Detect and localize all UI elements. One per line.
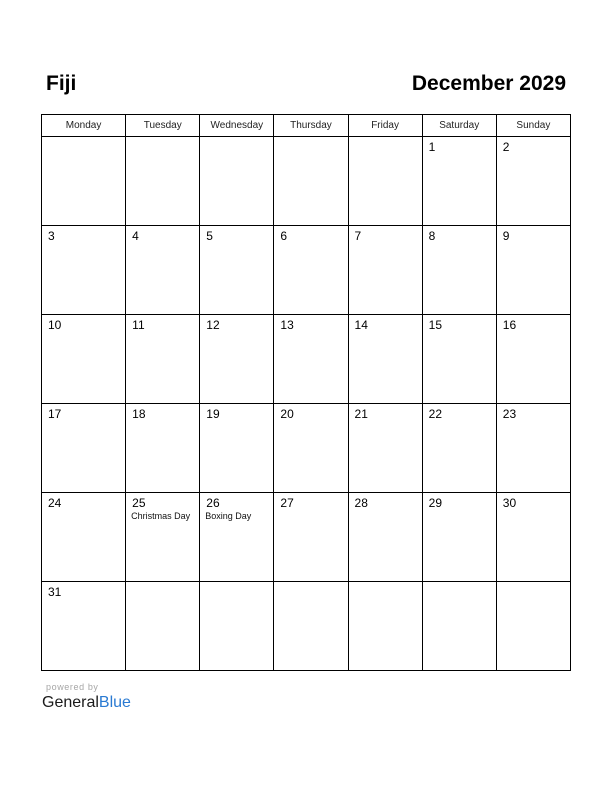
day-number: 9 [502,229,510,243]
day-cell [126,315,200,404]
empty-day-cell [200,582,274,671]
day-cell [42,404,126,493]
day-cell [496,493,570,582]
day-cell [274,404,348,493]
day-cell [126,226,200,315]
day-number: 5 [206,229,213,243]
empty-day-cell [200,137,274,226]
week-row [42,582,571,671]
day-number: 27 [280,496,294,510]
day-cell [274,226,348,315]
day-number: 13 [280,318,294,332]
day-number: 15 [428,318,443,332]
country-title: Fiji [46,72,77,95]
weekday-header-tuesday: Tuesday [126,115,200,137]
day-cell [422,404,496,493]
day-number: 31 [48,585,62,599]
day-cell [422,493,496,582]
empty-day-cell [42,137,126,226]
day-cell [496,226,570,315]
day-number: 7 [354,229,362,243]
brand-logo-blue: Blue [98,694,131,711]
day-cell [274,493,348,582]
day-number: 19 [206,407,220,421]
day-number: 28 [354,496,368,510]
week-row [42,226,571,315]
day-number: 2 [502,140,510,154]
day-number: 22 [428,407,443,421]
weekday-header-monday: Monday [42,115,126,137]
day-cell [422,315,496,404]
day-cell [200,493,274,582]
week-row [42,137,571,226]
empty-day-cell [348,582,422,671]
week-row [42,493,571,582]
empty-day-cell [274,137,348,226]
day-cell [200,315,274,404]
brand-logo-general: General [42,694,99,711]
day-cell [274,315,348,404]
day-number: 17 [48,407,62,421]
day-number: 29 [428,496,443,510]
day-cell [496,315,570,404]
day-cell [42,582,126,671]
day-cell [42,226,126,315]
empty-day-cell [422,582,496,671]
day-cell [348,404,422,493]
day-number: 23 [502,407,517,421]
day-cell [126,404,200,493]
day-cell [422,137,496,226]
day-cell [348,315,422,404]
weekday-header-row [42,115,571,137]
brand-logo[interactable] [42,693,131,713]
day-number: 12 [206,318,220,332]
holiday-label: Christmas Day [131,511,191,521]
calendar-body [42,137,571,671]
day-number: 1 [428,140,436,154]
holiday-label: Boxing Day [205,511,252,521]
month-year-title: December 2029 [411,72,566,95]
day-number: 20 [280,407,294,421]
day-number: 11 [132,318,145,332]
day-number: 16 [502,318,517,332]
empty-day-cell [348,137,422,226]
day-number: 6 [280,229,288,243]
day-number: 21 [354,407,368,421]
day-number: 8 [428,229,436,243]
weekday-header-sunday: Sunday [496,115,570,137]
day-number: 10 [48,318,62,332]
day-number: 26 [206,496,220,510]
day-cell [200,226,274,315]
day-cell [348,226,422,315]
day-cell [42,493,126,582]
powered-by-text: powered by [46,682,99,692]
empty-day-cell [126,582,200,671]
day-cell [496,137,570,226]
week-row [42,315,571,404]
day-cell [42,315,126,404]
calendar-grid [41,114,571,671]
day-cell [422,226,496,315]
day-cell [200,404,274,493]
empty-day-cell [496,582,570,671]
weekday-header-saturday: Saturday [422,115,496,137]
day-number: 24 [48,496,62,510]
day-number: 18 [132,407,146,421]
empty-day-cell [274,582,348,671]
weekday-header-thursday: Thursday [274,115,348,137]
day-number: 14 [354,318,368,332]
day-cell [348,493,422,582]
day-cell [496,404,570,493]
day-number: 4 [132,229,139,243]
day-number: 30 [502,496,517,510]
week-row [42,404,571,493]
weekday-header-wednesday: Wednesday [200,115,274,137]
empty-day-cell [126,137,200,226]
day-number: 25 [132,496,146,510]
day-cell [126,493,200,582]
weekday-header-friday: Friday [348,115,422,137]
day-number: 3 [48,229,55,243]
